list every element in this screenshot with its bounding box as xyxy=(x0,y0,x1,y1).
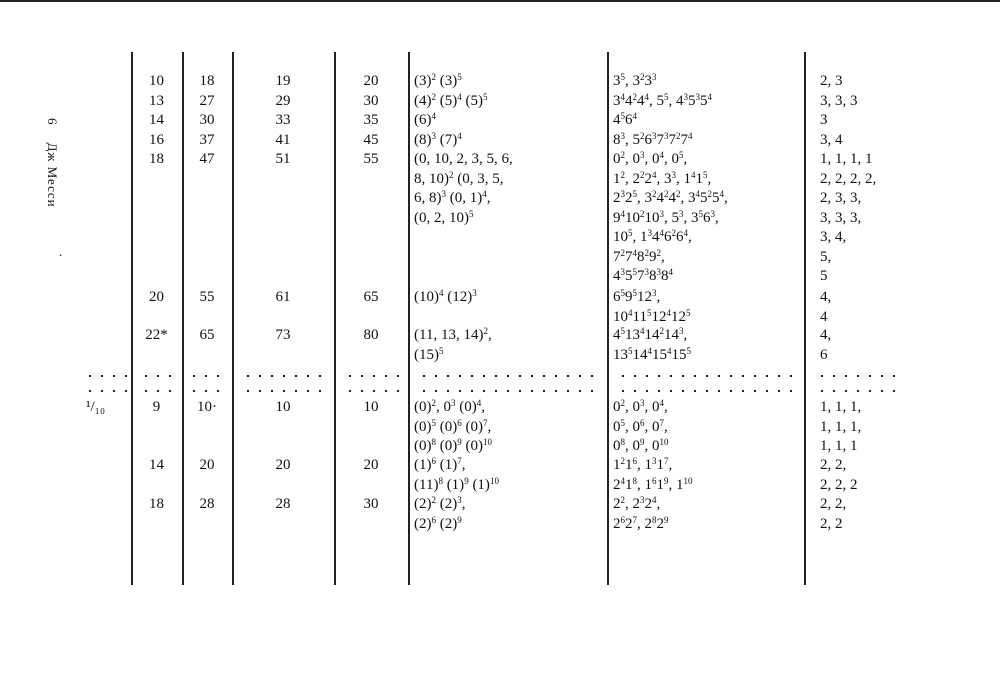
table-cell-b: 30 xyxy=(199,112,215,128)
table-cell-g xyxy=(820,72,980,92)
cell-line: 3 xyxy=(820,112,828,128)
cell-line: $(10)^4$ $(12)^3$ xyxy=(414,288,477,305)
table-cell-a: 18 xyxy=(149,151,164,167)
table-cell-b: 27 xyxy=(199,92,215,109)
table-cell-c: 28 xyxy=(275,496,291,512)
table-cell-c: 19 xyxy=(275,73,291,89)
column-rule xyxy=(607,52,609,585)
table-cell-d: 10 xyxy=(363,399,379,415)
cell-line: $2^32^5$, $3^24^24^2$, $3^45^25^4$, xyxy=(613,189,728,206)
page-number-and-running-head xyxy=(44,118,60,208)
cell-line: $8^3$, $5^26^37^37^27^4$ xyxy=(613,130,693,148)
table-cell-b: 28 xyxy=(199,496,215,512)
dotted-separator xyxy=(617,390,800,392)
dotted-separator xyxy=(242,375,330,377)
cell-line: 3, 3, 3, xyxy=(820,209,862,226)
page-number: 6 xyxy=(45,118,60,126)
table-cell-c: 51 xyxy=(275,151,291,167)
cell-line: 4, xyxy=(820,327,832,343)
dotted-separator xyxy=(418,375,602,377)
group-label: ¹/₁₀ xyxy=(86,399,106,415)
dotted-separator xyxy=(816,390,900,392)
table-cell-a: 16 xyxy=(149,131,164,148)
cell-line: 6 xyxy=(820,346,828,363)
dotted-separator xyxy=(188,375,228,377)
cell-line: 3, 3, 3 xyxy=(820,92,858,109)
cell-line: 2, 2, xyxy=(820,457,847,473)
cell-line: $2^41^8$, $1^61^9$, $1^{10}$ xyxy=(613,475,693,493)
table-cell-b: 47 xyxy=(199,151,215,167)
table-cell-f xyxy=(613,150,803,287)
table-cell-b: 20 xyxy=(199,457,215,473)
table-cell-c: 29 xyxy=(275,92,291,109)
table-cell-e xyxy=(414,495,604,534)
table-cell-d: 20 xyxy=(363,73,379,89)
table-cell-b: 18 xyxy=(199,73,215,89)
table-cell-a: 14 xyxy=(149,112,164,128)
cell-line: $(2)^6$ $(2)^9$ xyxy=(414,514,462,532)
cell-line: 2, 2 xyxy=(820,515,843,532)
table-cell-d: 55 xyxy=(363,151,379,167)
cell-line: $(11)^8$ $(1)^9$ $(1)^{10}$ xyxy=(414,475,499,493)
table-cell-c: 73 xyxy=(275,327,291,343)
table-cell-a: 18 xyxy=(149,496,164,512)
table-cell-f xyxy=(613,398,803,457)
cell-line: $(0)^8$ $(0)^9$ $(0)^{10}$ xyxy=(414,437,492,454)
cell-line: 1, 1, 1 xyxy=(820,438,858,454)
cell-line: $(8)^3$ $(7)^4$ xyxy=(414,130,462,148)
table-cell-g xyxy=(820,326,980,365)
margin-dot: . xyxy=(59,244,63,259)
cell-line: $10^411^512^412^5$ xyxy=(613,307,691,325)
cell-line: 5, xyxy=(820,248,832,265)
table-cell-b: 65 xyxy=(199,327,215,343)
dotted-separator xyxy=(140,390,177,392)
cell-line: 2, 2, 2 xyxy=(820,476,858,493)
table-cell-e xyxy=(414,398,604,457)
dotted-separator xyxy=(816,375,900,377)
cell-line: $10^5$, $1^34^46^26^4$, xyxy=(613,228,692,245)
table-cell-g xyxy=(820,398,980,457)
table-cell-d: 45 xyxy=(363,131,379,148)
cell-line: $4^56^4$ xyxy=(613,111,637,128)
dotted-separator xyxy=(140,375,177,377)
table-cell-g xyxy=(820,456,980,495)
table-cell-e xyxy=(414,111,604,131)
cell-line: $0^8$, $0^9$, $0^{10}$ xyxy=(613,437,669,454)
cell-line: $4^513^414^214^3$, xyxy=(613,326,688,343)
dotted-separator xyxy=(84,390,127,392)
cell-line: $2^62^7$, $2^82^9$ xyxy=(613,514,669,532)
table-cell-b: 10· xyxy=(197,399,217,415)
column-rule xyxy=(408,52,410,585)
table-cell-b: 55 xyxy=(199,289,215,305)
table-cell-f xyxy=(613,92,803,112)
table-cell-d: 80 xyxy=(363,327,379,343)
column-rule xyxy=(804,52,806,585)
table-cell-e xyxy=(414,72,604,92)
cell-line: $7^27^48^29^2$, xyxy=(613,247,665,265)
cell-line: $(2)^2$ $(2)^3$, xyxy=(414,495,466,512)
cell-line: 8, 10)$^2$ (0, 3, 5, xyxy=(414,169,504,187)
cell-line: 2, 3, 3, xyxy=(820,190,862,206)
table-cell-a: 9 xyxy=(152,399,161,415)
table-cell-a: 10 xyxy=(149,73,164,89)
cell-line: 5 xyxy=(820,268,828,284)
table-cell-e xyxy=(414,288,604,308)
table-cell-c: 33 xyxy=(275,112,291,128)
cell-line: 1, 1, 1, 1 xyxy=(820,151,873,167)
table-cell-e xyxy=(414,92,604,112)
table-cell-g xyxy=(820,288,980,327)
dotted-separator xyxy=(418,390,602,392)
dotted-separator xyxy=(188,390,228,392)
cell-line: (0, 10, 2, 3, 5, 6, xyxy=(414,151,513,167)
table-cell-f xyxy=(613,456,803,495)
cell-line: 1, 1, 1, xyxy=(820,418,862,435)
cell-line: $0^2$, $0^3$, $0^4$, $0^5$, xyxy=(613,150,688,167)
cell-line: 4, xyxy=(820,289,832,305)
table-cell-e xyxy=(414,326,604,365)
table-cell-a: 14 xyxy=(149,457,164,473)
cell-line: (11, 13, 14)$^2$, xyxy=(414,326,492,343)
cell-line: $1^2$, $2^22^4$, $3^3$, $1^41^5$, xyxy=(613,169,712,187)
table-cell-g xyxy=(820,92,980,112)
cell-line: $9^410^210^3$, $5^3$, $3^56^3$, xyxy=(613,208,719,226)
cell-line: $(3)^2$ $(3)^5$ xyxy=(414,72,462,89)
cell-line: $3^5$, $3^23^3$ xyxy=(613,72,657,89)
cell-line: $(6)^4$ xyxy=(414,111,436,128)
table-cell-c: 20 xyxy=(275,457,291,473)
top-rule xyxy=(0,0,1000,2)
table-cell-f xyxy=(613,326,803,365)
cell-line: 1, 1, 1, xyxy=(820,399,862,415)
table-cell-a: 22* xyxy=(145,327,168,343)
cell-line: $13^514^415^415^5$ xyxy=(613,345,691,363)
cell-line: $2^2$, $2^32^4$, xyxy=(613,495,661,512)
cell-line: $(0)^2$, $0^3$ $(0)^4$, xyxy=(414,398,485,415)
table-cell-d: 30 xyxy=(363,92,379,109)
cell-line: $4^35^57^38^38^4$ xyxy=(613,267,673,284)
cell-line: (0, 2, 10)$^5$ xyxy=(414,208,474,226)
cell-line: 3, 4 xyxy=(820,131,843,148)
cell-line: 2, 2, 2, 2, xyxy=(820,170,877,187)
table-cell-e xyxy=(414,456,604,495)
table-cell-c: 61 xyxy=(275,289,291,305)
table-cell-d: 35 xyxy=(363,112,379,128)
cell-line: $(4)^2$ $(5)^4$ $(5)^5$ xyxy=(414,91,488,109)
cell-line: $3^44^24^4$, $5^5$, $4^35^35^4$ xyxy=(613,91,712,109)
dotted-separator xyxy=(242,390,330,392)
table-cell-d: 65 xyxy=(363,289,379,305)
cell-line: 3, 4, xyxy=(820,229,847,245)
table-cell-g xyxy=(820,111,980,131)
table-cell-g xyxy=(820,495,980,534)
table-cell-f xyxy=(613,288,803,327)
cell-line: 6, 8)$^3$ (0, 1)$^4$, xyxy=(414,189,491,206)
table-cell-e xyxy=(414,131,604,151)
table-cell-c: 41 xyxy=(275,131,291,148)
running-head: Дж Месси xyxy=(45,142,60,208)
cell-line: $(0)^5$ $(0)^6$ $(0)^7$, xyxy=(414,417,492,435)
table-cell-f xyxy=(613,72,803,92)
cell-line: $0^2$, $0^3$, $0^4$, xyxy=(613,398,668,415)
table-cell-f xyxy=(613,131,803,151)
cell-line: 4 xyxy=(820,308,828,325)
table-cell-a: 13 xyxy=(149,92,164,109)
table-cell-e xyxy=(414,150,604,228)
table-cell-c: 10 xyxy=(275,399,291,415)
cell-line: $6^59^512^3$, xyxy=(613,288,661,305)
table-cell-f xyxy=(613,111,803,131)
cell-line: $(15)^5$ xyxy=(414,345,444,363)
dotted-separator xyxy=(617,375,800,377)
table-cell-g xyxy=(820,150,980,287)
dotted-separator xyxy=(84,375,127,377)
cell-line: $0^5$, $0^6$, $0^7$, xyxy=(613,417,668,435)
table-cell-f xyxy=(613,495,803,534)
dotted-separator xyxy=(344,375,404,377)
table-cell-d: 30 xyxy=(363,496,379,512)
cell-line: $(1)^6$ $(1)^7$, xyxy=(414,456,466,473)
table-cell-b: 37 xyxy=(199,131,215,148)
cell-line: 2, 3 xyxy=(820,73,843,89)
cell-line: 2, 2, xyxy=(820,496,847,512)
table-cell-g xyxy=(820,131,980,151)
dotted-separator xyxy=(344,390,404,392)
cell-line: $1^21^6$, $1^31^7$, xyxy=(613,456,673,473)
table-cell-d: 20 xyxy=(363,457,379,473)
table-cell-a: 20 xyxy=(149,289,164,305)
